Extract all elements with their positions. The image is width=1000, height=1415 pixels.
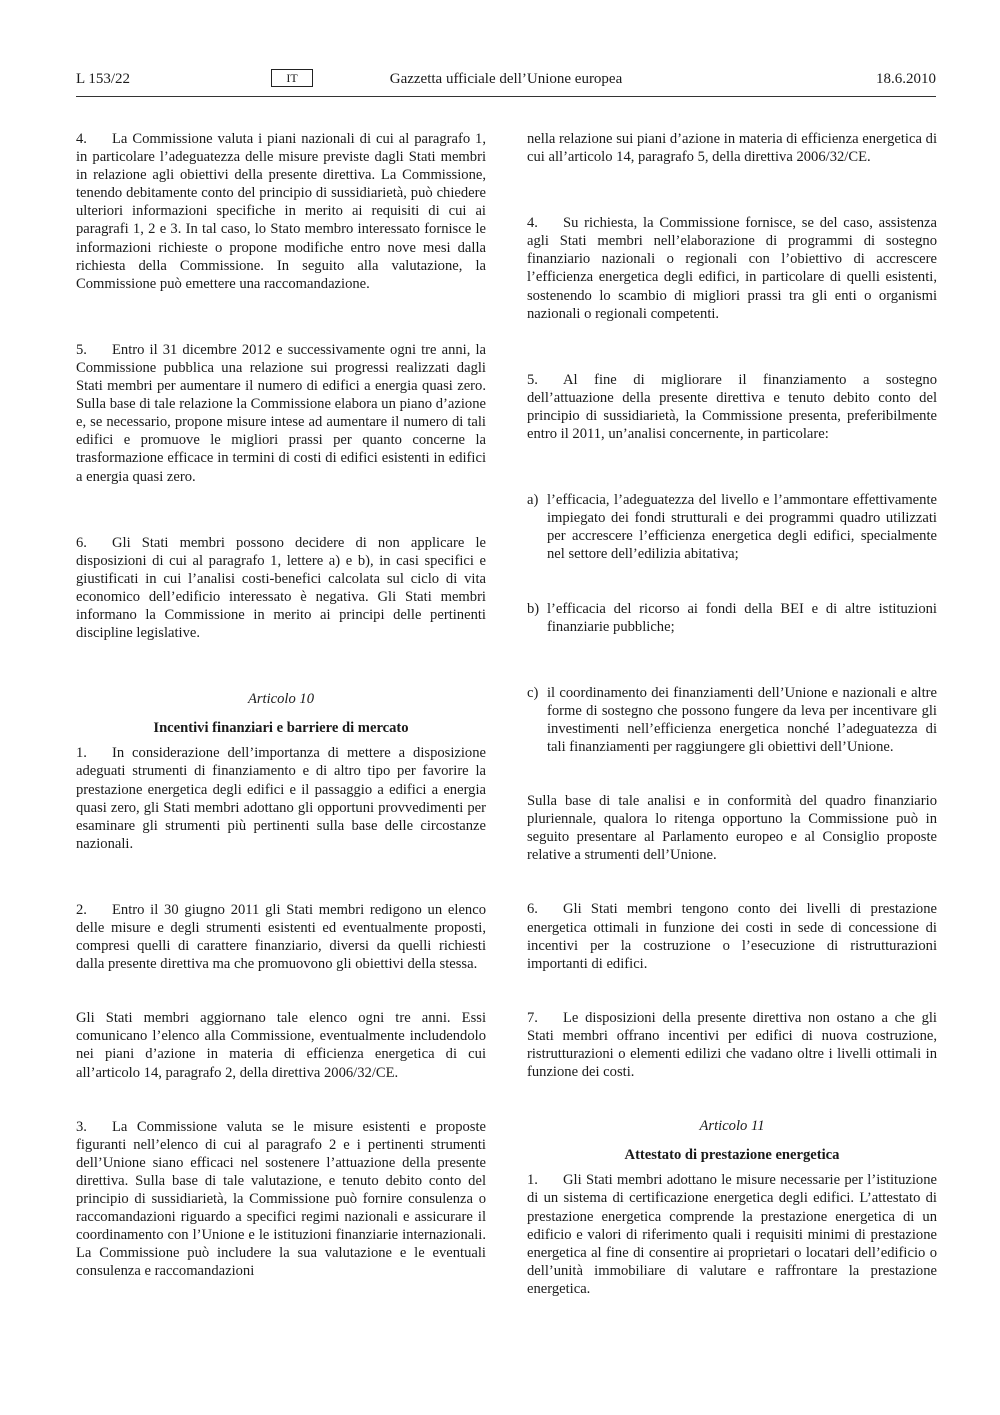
list-item-b — [527, 600, 937, 636]
header-rule — [76, 96, 936, 97]
paragraph-number: 1. — [527, 1172, 538, 1189]
article-11-label: Articolo 11 — [699, 1118, 765, 1135]
left-column — [76, 130, 486, 1281]
paragraph-text: Le disposizioni della presente direttiva non ostano a che gli Stati membri offrano incentivi per edifici di nuova costruzione, ristrutturazioni o elementi edilizi che vadano oltre i livelli ottimali in funzione dei costi. — [527, 1009, 937, 1081]
paragraph-7 — [527, 1009, 937, 1081]
paragraph-text: La Commissione valuta i piani nazionali di cui al paragrafo 1, in particolare l’adeguatezza delle misure previste dagli Stati membri in relazione agli obiettivi della presente direttiva. La Commissione, tenendo debitamente conto del principio di sussidiarietà, può chiedere ulteriori informazioni specifiche in merito ai requisiti di cui ai paragrafi 1, 2 e 3. In tal caso, lo Stato membro interessato fornisce le informazioni richieste o propone modifiche entro nove mesi dalla richiesta della Commissione. In seguito alla valutazione, la Commissione può emettere una raccomandazione. — [76, 131, 486, 292]
list-text: l’efficacia, l’adeguatezza del livello e l’ammontare effettivamente impiegato dei fondi strutturali e dei programmi quadro utilizzati per accrescere l’efficienza energetica degli edifici, specialmente nel settore dell’edilizia abitativa; — [547, 492, 937, 563]
paragraph-text: Gli Stati membri adottano le misure necessarie per l’istituzione di un sistema di certificazione energetica degli edifici. L’attestato di prestazione energetica comprende la prestazione energetica di un edificio e valori di riferimento quali i requisiti minimi di prestazione energetica al fine di consentire ai proprietari o locatari dell’edificio o dell’unità immobiliare di valutare e raffrontare la prestazione energetica. — [527, 1172, 937, 1297]
paragraph-4 — [76, 130, 486, 293]
article-10-title: Incentivi finanziari e barriere di mercato — [153, 720, 409, 737]
paragraph-text: Su richiesta, la Commissione fornisce, se del caso, assistenza agli Stati membri nell’elaborazione di programmi di sostegno finanziario nazionali o regionali con l’obiettivo di accrescere l’efficienza energetica degli edifici, in particolare di quelli esistenti, sostenendo lo scambio di migliori prassi tra gli enti o organismi nazionali o regionali competenti. — [527, 215, 937, 322]
page-number: L 153/22 — [76, 71, 131, 87]
list-label: a) — [527, 492, 539, 509]
paragraph-text: Gli Stati membri tengono conto dei livelli di prestazione energetica ottimali in funzione dei costi in sede di concessione di incentivi per la costruzione o l’esecuzione di ristrutturazioni importanti di edifici. — [527, 901, 937, 972]
paragraph-text: Entro il 31 dicembre 2012 e successivamente ogni tre anni, la Commissione pubblica una relazione sui progressi realizzati dagli Stati membri per aumentare il numero di edifici a energia quasi zero. Sulla base di tale relazione la Commissione elabora un piano d’azione e, se necessario, propone misure intese ad aumentare il numero di tali edifici e promuove le migliori prassi per quanto concerne la trasformazione efficace in termini di costi di edifici esistenti in edifici a energia quasi zero. — [76, 341, 486, 485]
paragraph-number: 4. — [76, 131, 87, 147]
journal-title: Gazzetta ufficiale dell’Unione europea — [389, 71, 623, 87]
paragraph-4 — [527, 214, 937, 323]
paragraph-number: 5. — [527, 371, 538, 388]
paragraph-3-continued: nella relazione sui piani d’azione in materia di efficienza energetica di cui all’articolo 14, paragrafo 5, della direttiva 2006/32/CE. — [527, 131, 937, 166]
paragraph-5 — [76, 341, 486, 486]
paragraph-5-continued: Sulla base di tale analisi e in conformità del quadro finanziario pluriennale, qualora lo ritenga opportuno la Commissione può in seguito presentare al Parlamento europeo e al Consiglio proposte relative a strumenti dell’Unione. — [527, 793, 937, 864]
article-10-paragraph-3 — [76, 1118, 486, 1281]
paragraph-text: Entro il 30 giugno 2011 gli Stati membri redigono un elenco delle misure e degli strumenti esistenti ed eventualmente proposti, compresi quelli di carattere finanziario, diversi da quelli richiesti dalla presente direttiva ma che promuovono gli obiettivi della stessa. — [76, 901, 486, 973]
list-label: c) — [527, 684, 539, 701]
paragraph-number: 1. — [76, 745, 87, 762]
paragraph-number: 3. — [76, 1118, 87, 1135]
paragraph-text: In considerazione dell’importanza di mettere a disposizione adeguati strumenti di finanziamento e di altro tipo per favorire la prestazione energetica degli edifici e il passaggio a edifici a energia quasi zero, gli Stati membri adottano gli opportuni provvedimenti per esaminare gli strumenti più pertinenti sulla base delle circostanze nazionali. — [76, 745, 486, 852]
paragraph-6 — [76, 534, 486, 643]
article-11-title: Attestato di prestazione energetica — [624, 1147, 840, 1164]
list-label: b) — [527, 600, 540, 617]
list-item-c — [527, 684, 937, 756]
paragraph-number: 6. — [76, 534, 87, 551]
paragraph-number: 6. — [527, 901, 538, 918]
paragraph-6 — [527, 900, 937, 972]
list-text: il coordinamento dei finanziamenti dell’Unione e nazionali e altre forme di sostegno che possono fungere da leva per incentivare gli investimenti nell’efficienza energetica nonché l’adeguatezza di tali finanziamenti per raggiungere gli obiettivi dell’Unione. — [547, 684, 937, 755]
article-10-label: Articolo 10 — [247, 691, 315, 708]
language-badge: IT — [271, 69, 313, 87]
list-item-a — [527, 491, 937, 563]
paragraph-5 — [527, 371, 937, 443]
publication-date: 18.6.2010 — [876, 71, 936, 87]
article-10-paragraph-1 — [76, 744, 486, 853]
page-header — [76, 68, 936, 90]
paragraph-text: Al fine di migliorare il finanziamento a sostegno dell’attuazione della presente direttiva e tenuto debito conto del principio di sussidiarietà, la Commissione presenta, preferibilmente entro il 2011, un’analisi concernente, in particolare: — [527, 371, 937, 443]
paragraph-number: 5. — [76, 341, 87, 358]
article-11-paragraph-1 — [527, 1171, 937, 1298]
paragraph-number: 7. — [527, 1009, 538, 1026]
paragraph-text: La Commissione valuta se le misure esistenti e proposte figuranti nell’elenco di cui al paragrafo 2 e i pertinenti strumenti dell’Unione siano efficaci nel sostenere l’attuazione della presente direttiva. Sulla base di tale valutazione, e tenuto debito conto del principio di sussidiarietà, la Commissione può fornire consulenza o raccomandazioni riguardo a specifici regimi nazionali e assicurare il coordinamento con l’Unione e le istituzioni finanziarie internazionali. La Commissione può includere la sua valutazione e le eventuali consulenza e raccomandazioni — [76, 1118, 486, 1280]
paragraph-number: 4. — [527, 215, 538, 232]
article-10-paragraph-2 — [76, 901, 486, 973]
right-column — [527, 130, 937, 1298]
paragraph-number: 2. — [76, 901, 87, 918]
paragraph-text: Gli Stati membri possono decidere di non applicare le disposizioni di cui al paragrafo 1, lettere a) e b), in casi specifici e giustificati in cui l’analisi costi-benefici calcolata sul ciclo di vita economico dell’edificio interessato è negativa. Gli Stati membri informano la Commissione in merito ai principi delle pertinenti discipline legislative. — [76, 534, 486, 642]
article-10-paragraph-2-continued: Gli Stati membri aggiornano tale elenco ogni tre anni. Essi comunicano l’elenco alla Commissione, eventualmente includendolo nei piani d’azione in materia di efficienza energetica di cui all’articolo 14, paragrafo 2, della direttiva 2006/32/CE. — [76, 1010, 486, 1081]
list-text: l’efficacia del ricorso ai fondi della BEI e di altre istituzioni finanziarie pubbliche; — [547, 600, 937, 635]
